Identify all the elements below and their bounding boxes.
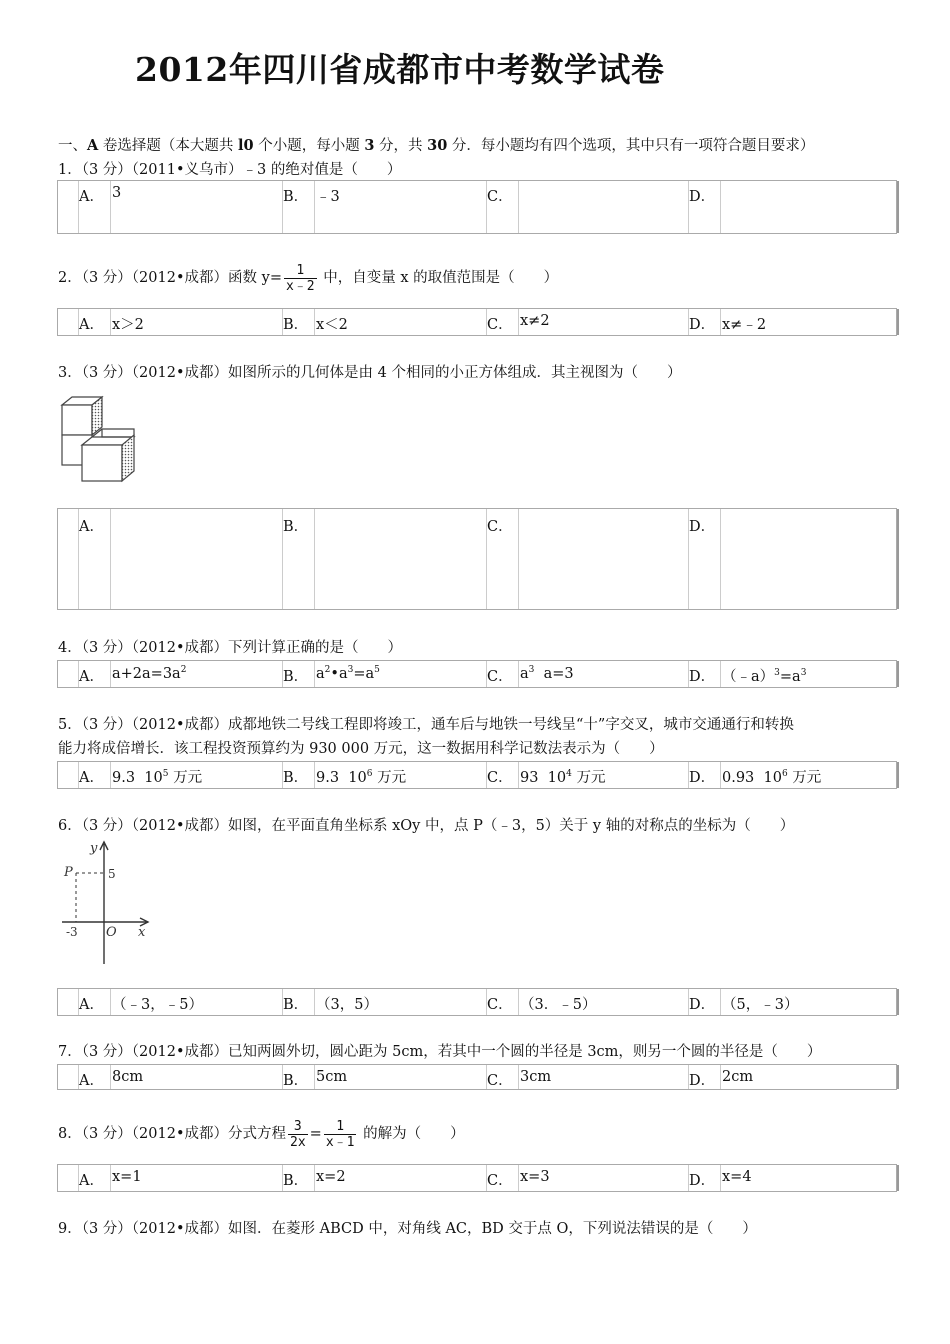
question-8: 8．（3 分）（2012•成都）分式方程 $\frac{3}{2x}$ = $\frac{1}{x﹣1}$ 的解为（ ） — [58, 1118, 465, 1150]
option-d-value: （5，﹣3） — [722, 997, 799, 1013]
page-title: 2012年四川省成都市中考数学试卷 — [135, 50, 665, 89]
option-c-value: x≠2 — [520, 313, 550, 329]
option-d-label[interactable]: D． — [689, 1173, 716, 1189]
option-b-value: 9.3 $10^6$ 万元 — [316, 769, 407, 786]
option-c-label[interactable]: C． — [487, 317, 513, 333]
point-p-label: P — [64, 865, 73, 880]
fraction-right: $\frac{1}{x﹣1}$ — [325, 1118, 355, 1150]
option-d-value: x=4 — [722, 1169, 752, 1185]
option-d-label[interactable]: D． — [689, 1073, 716, 1089]
y-axis-label: y — [90, 841, 98, 856]
q5-options — [57, 761, 897, 789]
option-b-value: （3，5） — [316, 997, 378, 1013]
option-d-value: $(﹣a)^3=a^3$ — [722, 668, 807, 685]
option-c-label[interactable]: C． — [487, 770, 513, 786]
option-d-value: 2cm — [722, 1069, 754, 1085]
cube-figure — [58, 393, 142, 485]
option-d-label[interactable]: D． — [689, 519, 716, 535]
option-c-label[interactable]: C． — [487, 1073, 513, 1089]
fraction: $\frac{1}{x﹣2}$ — [285, 262, 315, 294]
question-6: 6．（3 分）（2012•成都）如图，在平面直角坐标系 xOy 中，点 P（﹣3，5）关于 y 轴的对称点的坐标为（ ） — [58, 818, 795, 834]
option-a-value: 8cm — [112, 1069, 144, 1085]
option-c-label[interactable]: C． — [487, 189, 513, 205]
option-a-label[interactable]: A． — [79, 189, 104, 205]
option-b-label[interactable]: B． — [283, 519, 309, 535]
question-4: 4．（3 分）（2012•成都）下列计算正确的是（ ） — [58, 640, 403, 656]
option-c-label[interactable]: C． — [487, 519, 513, 535]
q1-options — [57, 180, 897, 234]
option-a-label[interactable]: A． — [79, 770, 104, 786]
coordinate-figure — [56, 838, 156, 970]
option-a-label[interactable]: A． — [79, 1073, 104, 1089]
question-2: 2．（3 分）（2012•成都）函数 y= $\frac{1}{x﹣2}$ 中，自变量 x 的取值范围是（ ） — [58, 262, 559, 294]
tick-minus-3: -3 — [66, 925, 78, 939]
origin-label: O — [106, 925, 117, 940]
option-b-label[interactable]: B． — [283, 770, 309, 786]
option-d-value: 0.93 $10^6$ 万元 — [722, 769, 822, 786]
option-c-label[interactable]: C． — [487, 669, 513, 685]
question-9: 9．（3 分）（2012•成都）如图．在菱形 ABCD 中，对角线 AC，BD 交于点 O，下列说法错误的是（ ） — [58, 1221, 757, 1237]
option-d-value: x≠﹣2 — [722, 317, 767, 333]
option-a-value: （﹣3，﹣5） — [112, 997, 203, 1013]
option-d-label[interactable]: D． — [689, 669, 716, 685]
q6-options — [57, 988, 897, 1016]
option-a-value: x＞2 — [112, 317, 144, 333]
option-c-value: x=3 — [520, 1169, 550, 1185]
option-b-label[interactable]: B． — [283, 317, 309, 333]
option-d-label[interactable]: D． — [689, 189, 716, 205]
option-b-label[interactable]: B． — [283, 997, 309, 1013]
option-b-value: $a^2•a^3=a^5$ — [316, 665, 380, 682]
q2-options — [57, 308, 897, 336]
option-b-label[interactable]: B． — [283, 1073, 309, 1089]
option-d-label[interactable]: D． — [689, 317, 716, 333]
option-b-label[interactable]: B． — [283, 189, 309, 205]
question-7: 7．（3 分）（2012•成都）已知两圆外切，圆心距为 5cm，若其中一个圆的半径是 3cm，则另一个圆的半径是（ ） — [58, 1044, 822, 1060]
option-a-label[interactable]: A． — [79, 1173, 104, 1189]
question-5-line-2: 能力将成倍增长．该工程投资预算约为 930 000 万元，这一数据用科学记数法表示为（ ） — [58, 741, 664, 757]
x-axis-label: x — [138, 925, 146, 940]
option-c-label[interactable]: C． — [487, 1173, 513, 1189]
option-b-value: 5cm — [316, 1069, 348, 1085]
option-a-value: x=1 — [112, 1169, 142, 1185]
question-5-line-1: 5．（3 分）（2012•成都）成都地铁二号线工程即将竣工，通车后与地铁一号线呈“十”字交叉，城市交通通行和转换 — [58, 717, 794, 733]
fraction-left: $\frac{3}{2x}$ — [290, 1118, 306, 1150]
option-b-value: x＜2 — [316, 317, 348, 333]
option-c-label[interactable]: C． — [487, 997, 513, 1013]
option-a-label[interactable]: A． — [79, 317, 104, 333]
q8-options — [57, 1164, 897, 1192]
option-a-label[interactable]: A． — [79, 669, 104, 685]
option-a-value: 9.3 $10^5$ 万元 — [112, 769, 203, 786]
option-d-label[interactable]: D． — [689, 770, 716, 786]
option-d-label[interactable]: D． — [689, 997, 716, 1013]
option-b-label[interactable]: B． — [283, 1173, 309, 1189]
q4-options — [57, 660, 897, 688]
option-b-value: ﹣3 — [316, 189, 340, 205]
question-1: 1．（3 分）（2011•义乌市）﹣3 的绝对值是（ ） — [58, 162, 402, 178]
section-heading: 一、A 卷选择题（本大题共 l0 个小题，每小题 3 分，共 30 分．每小题均有四个选项，其中只有一项符合题目要求） — [58, 137, 815, 154]
question-3: 3．（3 分）（2012•成都）如图所示的几何体是由 4 个相同的小正方体组成．其主视图为（ ） — [58, 365, 682, 381]
option-a-label[interactable]: A． — [79, 519, 104, 535]
option-c-value: 93 $10^4$ 万元 — [520, 769, 606, 786]
option-a-value: $a+2a=3a^2$ — [112, 665, 187, 682]
option-c-value: $a^3$ a=3 — [520, 665, 574, 682]
q7-options — [57, 1064, 897, 1090]
option-c-value: （3．﹣5） — [520, 997, 597, 1013]
option-a-label[interactable]: A． — [79, 997, 104, 1013]
q3-options — [57, 508, 897, 610]
tick-5: 5 — [108, 867, 116, 881]
option-c-value: 3cm — [520, 1069, 552, 1085]
option-a-value: 3 — [112, 185, 122, 201]
option-b-value: x=2 — [316, 1169, 346, 1185]
option-b-label[interactable]: B． — [283, 669, 309, 685]
